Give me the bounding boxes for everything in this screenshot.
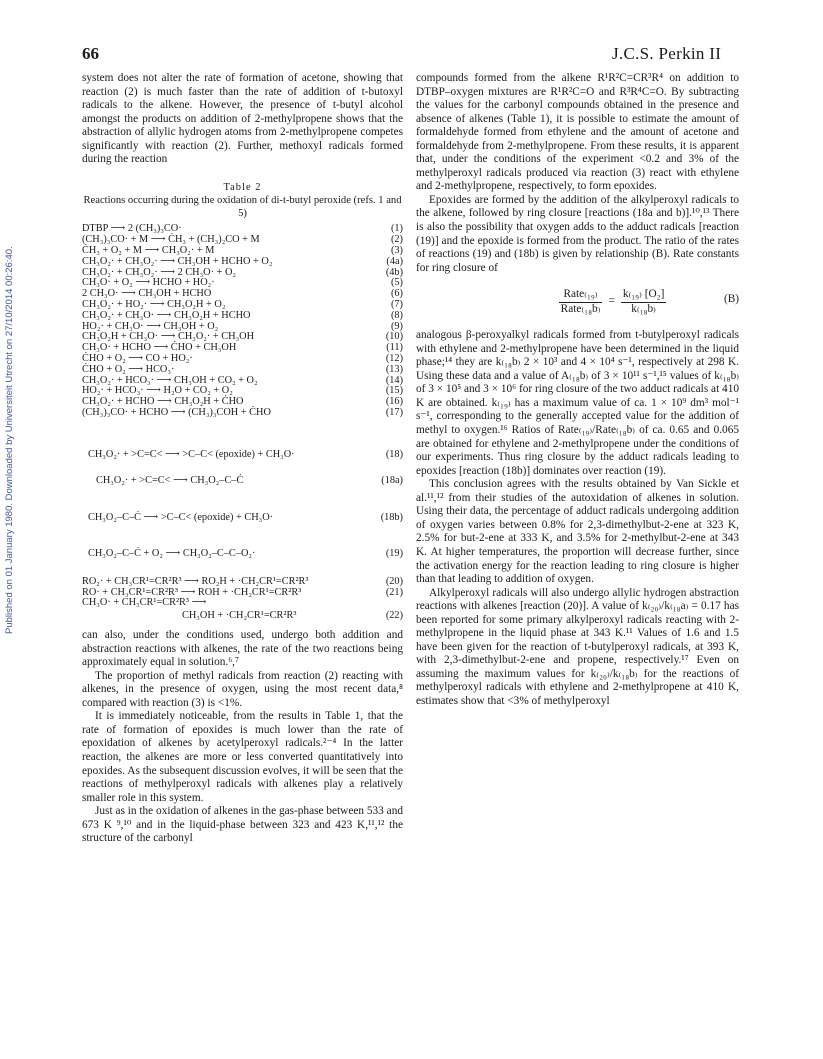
reaction-equation: CH₃O· + CH₃CR¹=CR²R³ ⟶ bbox=[82, 597, 207, 609]
equation-number: (B) bbox=[723, 293, 739, 306]
reaction-equation: HO₂· + HCO₃· ⟶ H₂O + CO₂ + O₂ bbox=[82, 385, 233, 397]
reaction-equation: CH₃O₂· + CH₃O₂· ⟶ CH₃OH + HCHO + O₂ bbox=[82, 255, 273, 267]
paragraph: The proportion of methyl radicals from reaction (2) reacting with alkenes, in the presence of oxygen, using the most recent data,⁸ compared with reaction (3) is <1%. bbox=[82, 669, 403, 709]
reaction-number: (21) bbox=[385, 586, 403, 598]
paragraph: system does not alter the rate of formation of acetone, showing that reaction (2) is much faster than the rate of addition of t-butoxyl radicals to the alkene. However, the presence of t-butyl alcohol amongst the products on addition of 2-methylpropene shows that the abstraction of allylic hydrogen atoms from 2-methylpropene competes significantly with reaction (2). Further, methoxyl radicals formed during the reaction bbox=[82, 72, 403, 166]
download-watermark: Published on 01 January 1980. Downloaded by Universiteit Utrecht on 27/10/2014 00:26:40. bbox=[4, 246, 15, 634]
left-column bbox=[82, 72, 403, 846]
reaction-equation: (CH₃)₃CO· + HCHO ⟶ (CH₃)₃COH + ĊHO bbox=[82, 406, 271, 418]
reaction-equation: CH₃O· + HCHO ⟶ ĊHO + CH₃OH bbox=[82, 342, 237, 354]
reaction-number: (16) bbox=[385, 396, 403, 408]
reaction-number: (18) bbox=[385, 448, 403, 460]
journal-name: J.C.S. Perkin II bbox=[612, 44, 722, 63]
abstraction-reactions bbox=[82, 577, 403, 623]
table-title: Table 2 bbox=[223, 181, 262, 193]
reaction bbox=[82, 257, 403, 268]
reaction-number: (12) bbox=[385, 352, 403, 364]
reaction bbox=[82, 598, 403, 609]
reaction-equation: CH₃O₂H + CH₃O· ⟶ CH₃O₂· + CH₃OH bbox=[82, 331, 255, 343]
reaction-equation: ĊHO + O₂ ⟶ HCO₃· bbox=[82, 363, 175, 375]
reaction-equation: CH₃O· + O₂ ⟶ HCHO + HO₂· bbox=[82, 277, 215, 289]
reaction-equation: CH₃O₂· + HCO₃· ⟶ CH₃OH + CO₂ + O₂ bbox=[82, 374, 258, 386]
reaction-number: (3) bbox=[390, 244, 403, 256]
reaction-number: (4a) bbox=[386, 255, 403, 267]
reaction-equation: 2 CH₃O· ⟶ CH₃OH + HCHO bbox=[82, 288, 212, 300]
reaction-list bbox=[82, 224, 403, 418]
reaction-equation: HO₂· + CH₃O· ⟶ CH₃OH + O₂ bbox=[82, 320, 219, 332]
reaction-number: (14) bbox=[385, 374, 403, 386]
paragraph: Alkylperoxyl radicals will also undergo allylic hydrogen abstraction reactions with alkenes [reaction (20)]. A value of k₍₂₀₎/k₍₁₈a₎ = 0.17 has been reported for some primary alkylperoxyl radicals reacting with 2-methylpropene in the liquid phase at 343 K.¹¹ Values of 1.6 and 1.5 have been given for the reaction of t-butylperoxyl radicals, at 393 K, with 2,3-dimethylbut-2-ene and propene, respectively.¹⁷ Even on assuming the maximum values for k₍₂₀₎/k₍₁₈b₎ for the reactions of methylperoxyl radicals with ethylene and 2-methylpropene at 410 K, estimates show that <3% of methylperoxyl bbox=[416, 586, 739, 707]
reaction-number: (17) bbox=[385, 406, 403, 418]
eq-lhs-numerator: Rate₍₁₉₎ bbox=[559, 288, 603, 303]
reaction-equation: CH₃O₂· + CH₃O₂· ⟶ 2 CH₃O· + O₂ bbox=[82, 266, 237, 278]
reaction-equation: ĊH₃ + O₂ + M ⟶ CH₃O₂· + M bbox=[82, 244, 215, 256]
reaction-number: (18a) bbox=[381, 474, 403, 486]
reaction bbox=[82, 431, 403, 467]
paragraph: Epoxides are formed by the addition of the alkylperoxyl radicals to the alkene, followed by ring closure [reactions (18a and b)].¹⁰,¹³ There is also the possibility that oxygen adds to the adduct radicals [reaction (19)] and the epoxide is formed from the product. The ratio of the rates of reactions (19) and (18b) is given by relationship (B). Rate constants for ring closure of bbox=[416, 193, 739, 274]
eq-rhs-numerator: k₍₁₉₎ [O₂] bbox=[621, 288, 667, 303]
eq-rhs-denominator: k₍₁₈b₎ bbox=[631, 302, 656, 315]
reaction-number: (8) bbox=[390, 309, 403, 321]
reaction-number: (18b) bbox=[380, 511, 403, 523]
reaction bbox=[82, 408, 403, 419]
reaction-number: (4b) bbox=[385, 266, 403, 278]
reaction-equation: CH₃O₂· + HO₂· ⟶ CH₃O₂H + O₂ bbox=[82, 298, 226, 310]
paragraph: It is immediately noticeable, from the results in Table 1, that the rate of formation of epoxides is much lower than the rate of epoxidation of alkenes by acetylperoxyl radicals.²⁻⁴ In the latter reaction, the alkenes are more or less converted quantitatively into epoxides. As the subsequent discussion evolves, it will be seen that the reactions of methylperoxyl radicals with alkenes play a relatively smaller role in this system. bbox=[82, 710, 403, 804]
reaction bbox=[82, 467, 403, 494]
reaction-equation: DTBP ⟶ 2 (CH₃)₃CO· bbox=[82, 223, 182, 235]
reaction-equation: CH₃O₂· + >C=C< ⟶ CH₃O₂–C–Ċ bbox=[96, 474, 244, 486]
reaction-equation: ĊHO + O₂ ⟶ CO + HO₂· bbox=[82, 352, 193, 364]
reaction-number: (20) bbox=[385, 575, 403, 587]
right-column bbox=[416, 72, 739, 709]
reaction-equation: RO· + CH₃CR¹=CR²R³ ⟶ ROH + ·CH₂CR¹=CR²R³ bbox=[82, 586, 302, 598]
paragraph: Just as in the oxidation of alkenes in the gas-phase between 533 and 673 K ⁹,¹⁰ and in the liquid-phase between 323 and 423 K,¹¹,¹² the structure of the carbonyl bbox=[82, 805, 403, 845]
reaction-number: (6) bbox=[390, 288, 403, 300]
reaction-number: (5) bbox=[390, 277, 403, 289]
paragraph: can also, under the conditions used, undergo both addition and abstraction reactions with alkenes, the rate of the two reactions being approximately equal in solution.⁶,⁷ bbox=[82, 629, 403, 669]
reaction bbox=[82, 365, 403, 376]
reaction-number: (19) bbox=[385, 547, 403, 559]
table-caption: Reactions occurring during the oxidation of di-t-butyl peroxide (refs. 1 and 5) bbox=[83, 195, 402, 220]
reaction bbox=[82, 494, 403, 530]
reaction bbox=[82, 540, 403, 567]
reaction-number: (10) bbox=[385, 331, 403, 343]
reaction-number: (15) bbox=[385, 385, 403, 397]
reaction-equation: CH₃O₂–C–Ċ ⟶ >C–C< (epoxide) + CH₃O· bbox=[88, 511, 274, 523]
reaction-number: (2) bbox=[390, 234, 403, 246]
epoxidation-reactions bbox=[82, 431, 403, 567]
reaction bbox=[82, 609, 403, 623]
reaction-equation: CH₃O₂· + HCHO ⟶ CH₃O₂H + ĊHO bbox=[82, 396, 244, 408]
paragraph: This conclusion agrees with the results obtained by Van Sickle et al.¹¹,¹² from their studies of the autoxidation of alkenes in solution. Using their data, the percentage of adduct radicals undergoing addition of oxygen varies between 0.8% for 2,3-dimethylbut-2-ene at 323 K, 2.5% for but-2-ene at 333 K, and 3.5% for 2-methylbut-2-ene at 343 K. At higher temperatures, the proportion will decrease further, since the activation energy for the reaction leading to ring closure is higher than that leading to addition of oxygen. bbox=[416, 478, 739, 586]
reaction-number: (1) bbox=[390, 223, 403, 235]
reaction-equation: RO₂· + CH₃CR¹=CR²R³ ⟶ RO₂H + ·CH₂CR¹=CR²R³ bbox=[82, 575, 309, 587]
reaction-number: (22) bbox=[385, 610, 403, 622]
reaction-equation: CH₃O₂–C–Ċ + O₂ ⟶ CH₃O₂–C–C–O₂· bbox=[88, 547, 256, 559]
paragraph: analogous β-peroxyalkyl radicals formed from t-butylperoxyl radicals with ethylene and 2-methylpropene have been determined in the liquid phase;¹⁴ they are k₍₁₈b₎ 2 × 10³ and 4 × 10⁴ s⁻¹, respectively at 298 K. Using these data and a value of A₍₁₈b₎ of 3 × 10¹¹ s⁻¹,¹⁵ values of k₍₁₈b₎ of 3 × 10⁵ and 3 × 10⁶ for ring closure of the two adduct radicals at 410 K are obtained. k₍₁₉₎ has a maximum value of ca. 1 × 10⁹ dm³ mol⁻¹ s⁻¹, corresponding to the generally accepted value for the addition of methyl to oxygen.¹⁶ Ratios of Rate₍₁₉₎/Rate₍₁₈b₎ of ca. 0.65 and 0.065 are obtained for ethylene and 2-methylpropene under the conditions of our experiments. Thus ring closure by the adduct radicals leading to epoxides [reaction (18b)] dominates over reaction (19). bbox=[416, 329, 739, 477]
reaction-number: (13) bbox=[385, 363, 403, 375]
reaction-number: (9) bbox=[390, 320, 403, 332]
page-number: 66 bbox=[82, 44, 99, 63]
reaction-equation: CH₃O₂· + CH₃O· ⟶ CH₃O₂H + HCHO bbox=[82, 309, 251, 321]
reaction-number: (7) bbox=[390, 298, 403, 310]
reaction-equation: CH₃OH + ·CH₂CR¹=CR²R³ bbox=[182, 610, 297, 622]
reaction-number: (11) bbox=[386, 342, 403, 354]
paragraph: compounds formed from the alkene R¹R²C=CR³R⁴ on addition to DTBP–oxygen mixtures are R¹R²C=O and R³R⁴C=O. By subtracting the values for the carbonyl compounds obtained in the presence and absence of alkenes (Table 1), it is possible to estimate the amount of formaldehyde formed from ethylene and the amount of acetone and formaldehyde from 2-methylpropene. From these results, it is apparent that, under the conditions of the experiment <0.2 and 3% of the methylperoxyl radicals produced via reaction (3) react with ethylene and 2-methylpropene, respectively, to form epoxides. bbox=[416, 72, 739, 193]
equation-b: Rate₍₁₉₎ Rate₍₁₈b₎ = $\frac{\text{k₍₁₉₎ [O₂]}}{\text{k₍₁₈b₎}}$ (B) bbox=[560, 288, 739, 315]
reaction bbox=[82, 577, 403, 588]
reaction-equation: (CH₃)₃CO· + M ⟶ ĊH₃ + (CH₃)₂CO + M bbox=[82, 234, 260, 246]
eq-lhs-denominator: Rate₍₁₈b₎ bbox=[560, 302, 601, 315]
reaction bbox=[82, 311, 403, 322]
reaction-equation: CH₃O₂· + >C=C< ⟶ >C–C< (epoxide) + CH₃O· bbox=[88, 448, 295, 460]
